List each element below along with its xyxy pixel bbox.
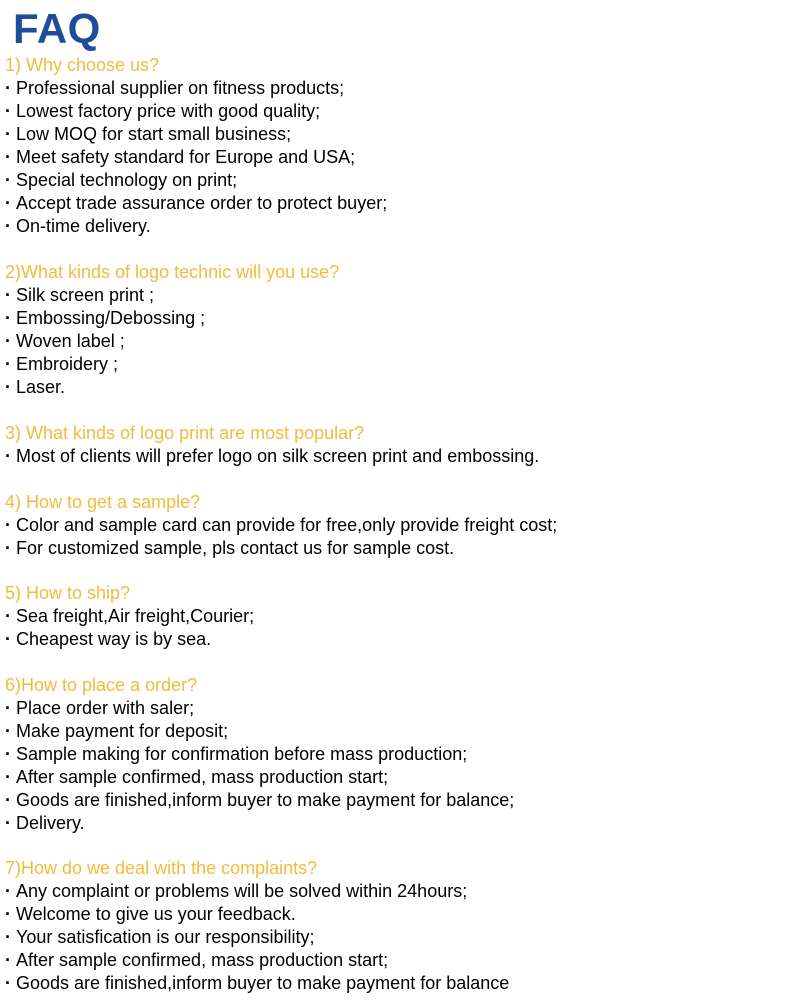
faq-section-popular-logo-print bbox=[5, 422, 539, 468]
faq-answer-list bbox=[5, 445, 539, 468]
faq-answer-item: · Sample making for confirmation before mass production; bbox=[5, 743, 514, 766]
faq-question: 7)How do we deal with the complaints? bbox=[5, 858, 318, 878]
faq-answer-item: · Sea freight,Air freight,Courier; bbox=[5, 605, 254, 628]
faq-answer-item: · Color and sample card can provide for free,only provide freight cost; bbox=[5, 514, 557, 537]
faq-answer-item: · For customized sample, pls contact us for sample cost. bbox=[5, 537, 557, 560]
faq-answer-item: · Woven label ; bbox=[5, 330, 339, 353]
faq-answer-item: · After sample confirmed, mass production start; bbox=[5, 949, 509, 972]
faq-answer-item: · Professional supplier on fitness products; bbox=[5, 77, 387, 100]
faq-answer-item: · On-time delivery. bbox=[5, 215, 387, 238]
faq-question: 6)How to place a order? bbox=[5, 675, 198, 695]
faq-question: 4) How to get a sample? bbox=[5, 492, 201, 512]
faq-answer-item: · Lowest factory price with good quality; bbox=[5, 100, 387, 123]
faq-answer-item: · Cheapest way is by sea. bbox=[5, 628, 254, 651]
faq-section-shipping bbox=[5, 582, 254, 651]
faq-answer-item: · Embroidery ; bbox=[5, 353, 339, 376]
faq-answer-item: · Low MOQ for start small business; bbox=[5, 123, 387, 146]
faq-answer-item: · After sample confirmed, mass production start; bbox=[5, 766, 514, 789]
faq-answer-list bbox=[5, 514, 557, 560]
faq-answer-item: · Welcome to give us your feedback. bbox=[5, 903, 509, 926]
faq-answer-list bbox=[5, 697, 514, 835]
faq-answer-item: · Goods are finished,inform buyer to make payment for balance; bbox=[5, 789, 514, 812]
faq-section-sample bbox=[5, 491, 557, 560]
faq-answer-list bbox=[5, 77, 387, 238]
faq-question: 2)What kinds of logo technic will you use? bbox=[5, 262, 340, 282]
faq-question: 1) Why choose us? bbox=[5, 55, 160, 75]
faq-answer-item: · Delivery. bbox=[5, 812, 514, 835]
faq-answer-item: · Most of clients will prefer logo on silk screen print and embossing. bbox=[5, 445, 539, 468]
faq-section-complaints bbox=[5, 857, 509, 995]
faq-answer-item: · Special technology on print; bbox=[5, 169, 387, 192]
faq-answer-item: · Accept trade assurance order to protect buyer; bbox=[5, 192, 387, 215]
faq-question: 3) What kinds of logo print are most popular? bbox=[5, 423, 365, 443]
faq-answer-item: · Laser. bbox=[5, 376, 339, 399]
faq-answer-item: · Meet safety standard for Europe and USA; bbox=[5, 146, 387, 169]
faq-answer-item: · Any complaint or problems will be solved within 24hours; bbox=[5, 880, 509, 903]
faq-answer-item: · Place order with saler; bbox=[5, 697, 514, 720]
faq-question: 5) How to ship? bbox=[5, 583, 131, 603]
faq-answer-item: · Goods are finished,inform buyer to make payment for balance bbox=[5, 972, 509, 995]
faq-answer-list bbox=[5, 880, 509, 995]
faq-answer-list bbox=[5, 284, 339, 399]
faq-section-logo-technic bbox=[5, 261, 339, 399]
faq-section-place-order bbox=[5, 674, 514, 835]
faq-answer-item: · Embossing/Debossing ; bbox=[5, 307, 339, 330]
faq-section-why-choose-us bbox=[5, 54, 387, 238]
faq-answer-item: · Your satisfication is our responsibility; bbox=[5, 926, 509, 949]
faq-answer-item: · Silk screen print ; bbox=[5, 284, 339, 307]
page-title: FAQ bbox=[13, 5, 101, 52]
faq-answer-list bbox=[5, 605, 254, 651]
faq-answer-item: · Make payment for deposit; bbox=[5, 720, 514, 743]
